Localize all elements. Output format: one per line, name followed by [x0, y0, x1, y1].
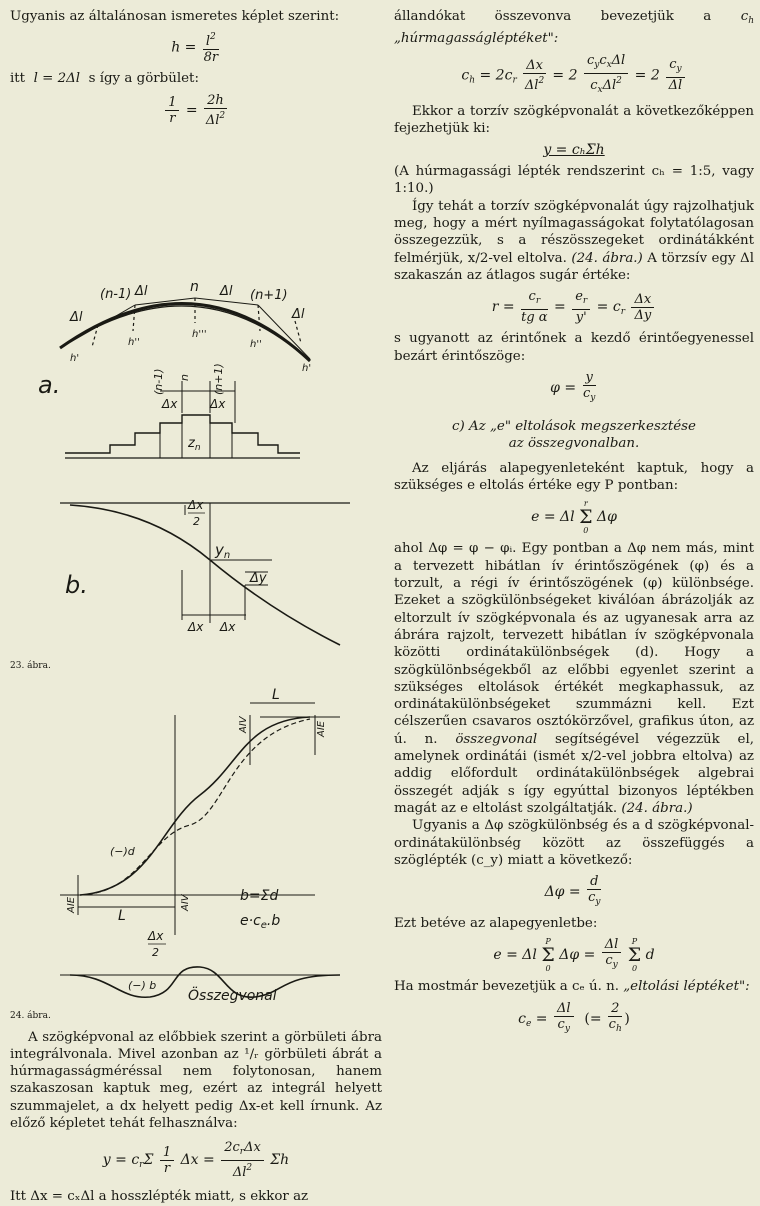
- b-dx-label: Δx: [188, 497, 204, 512]
- f24-minus-d: (−)d: [110, 844, 135, 858]
- caption-fig-23: 23. ábra.: [10, 660, 51, 671]
- formula-ce: $c_e$ = $\frac{\Delta l}{c_y}$ (= $\frac{2}{c_h}$ ): [518, 1000, 630, 1034]
- paragraph-allandok: állandókat összevonva bevezetjük a $c_h$ „húrmagasságléptéket":: [394, 9, 754, 47]
- right-column: [394, 8, 754, 1042]
- paragraph-ekkor: Ekkor a torzív szögképvonalát a következőképpen fejezhetjük ki:: [394, 103, 754, 136]
- formula-y-ch: y = cₕΣh: [543, 142, 605, 159]
- f24-aiv-top: AIV: [238, 715, 249, 733]
- formula-e-sum: e = Δl P Σ 0 Δφ = $\frac{\Delta l}{c_y}$ P Σ 0 d: [493, 937, 655, 974]
- step-zn: $z_n$: [188, 435, 201, 453]
- f24-aie-top: AIE: [316, 720, 327, 737]
- label-dl-4: Δl: [292, 306, 305, 322]
- arc-outer: [60, 303, 310, 360]
- paragraph-hosszlepetek: Itt Δx = cₓΔl a hosszlépték miatt, s ekkor az: [10, 1189, 309, 1205]
- f24-osszeg: Összegvonal: [188, 987, 277, 1004]
- formula-h: h = $\frac{l^2}{8r}$: [171, 32, 219, 66]
- paragraph-alapegyenlet: Az eljárás alapegyenleteként kaptuk, hogy a szükséges e eltolás értéke egy P pontban:: [394, 460, 754, 494]
- f24-dashed-curve: [80, 719, 310, 895]
- f24-aiv-bottom: AIV: [180, 893, 191, 911]
- arc-inner: [65, 306, 306, 358]
- paragraph-eltolasi: Ha mostmár bevezetjük a cₑ ú. n. „eltolási léptéket":: [394, 979, 750, 995]
- label-h2: h'': [128, 336, 140, 348]
- label-dl-2: Δl: [135, 283, 148, 299]
- formula-y-sum: $y = c_r\Sigma$ $\frac{1}{r}$ Δx = $\frac{2c_r\Delta x}{\Delta l^2}$ Σh: [102, 1140, 290, 1181]
- figure-24: [10, 675, 382, 1005]
- f24-L-top: L: [272, 686, 280, 703]
- section-heading: c) Az „e" eltolások megszerkesztése az összegvonalban.: [452, 418, 696, 451]
- formula-e-base: e = Δl r Σ 0 Δφ: [531, 499, 617, 536]
- b-yn: $y_n$: [215, 540, 231, 561]
- f24-eq2: $e\cdot c_e.b$: [240, 912, 281, 931]
- formula-phi: φ = $\frac{y}{c_y}$: [550, 369, 596, 403]
- label-h5: h': [302, 362, 312, 374]
- paragraph-intro: Ugyanis az általánosan ismeretes képlet szerint:: [10, 9, 340, 24]
- figure-part-b: b.: [65, 570, 88, 599]
- b-dx-1: Δx: [188, 619, 204, 634]
- step-dx-1: Δx: [162, 396, 178, 411]
- paragraph-ugyanis: Ugyanis a Δφ szögkülönbség és a d szögképvonal-ordinátakülönbség között az összefüggés a szöglépték (c_y) miatt a következő:: [394, 818, 754, 868]
- figure-23: [10, 133, 382, 493]
- label-n-plus-1: (n+1): [250, 287, 288, 303]
- f24-aie-bottom: AIE: [66, 896, 77, 913]
- f24-two: 2: [152, 945, 159, 959]
- f24-dx: Δx: [148, 928, 164, 943]
- b-curve: [70, 505, 340, 645]
- caption-fig-24: 24. ábra.: [10, 1010, 51, 1021]
- paragraph-hurmag-lepetek: (A húrmagassági lépték rendszerint cₕ = 1:5, vagy 1:10.): [394, 164, 754, 197]
- label-n-minus-1: (n-1): [100, 286, 132, 302]
- formula-radius: r = $\frac{c_r}{\text{tg α}}$ = $\frac{e_r}{y'}$ = $c_r$ $\frac{\Delta x}{\Delta y}$: [394, 289, 754, 325]
- step-label-n: n: [178, 373, 191, 381]
- label-h1: h': [70, 352, 80, 364]
- f24-solid-curve: [80, 717, 310, 895]
- label-n: n: [190, 278, 199, 295]
- figure-part-a: a.: [38, 370, 61, 399]
- step-label-n-minus-1: (n-1): [152, 368, 165, 395]
- figure-23b: [10, 485, 382, 655]
- paragraph-ezt-beteve: Ezt betéve az alapegyenletbe:: [394, 916, 598, 932]
- step-dx-2: Δx: [210, 396, 226, 411]
- f24-minus-b: (−) b: [128, 978, 157, 992]
- b-dx-2: Δx: [220, 619, 236, 634]
- paragraph-igy-tehat: Így tehát a torzív szögképvonalát úgy rajzolhatjuk meg, hogy a mért nyílmagasságokat folytatólagosan összegezzük, s a részösszegeket ordinátákként felmérjük, x/2-vel eltolva. (24. ábra.) A törzsív egy Δl szakaszán az átlagos sugár értéke:: [394, 198, 754, 283]
- label-h3: h''': [192, 328, 207, 340]
- label-h4: h'': [250, 338, 262, 350]
- b-two: 2: [193, 514, 200, 528]
- label-dl-1: Δl: [70, 309, 83, 325]
- paragraph-szogkepvonal: A szögképvonal az előbbiek szerint a görbületi ábra integrálvonala. Mivel azonban az ¹/ᵣ görbületi ábrát a húrmagasságméréssal nem folytonosan, hanem szakaszosan kaptuk meg, ezért az integrál helyett szummajelet, a dx helyett pedig Δx-et kell írnunk. Az előző képletet tehát felhasználva:: [10, 1029, 382, 1132]
- label-dl-3: Δl: [220, 283, 233, 299]
- formula-ch: $c_h = 2c_r$ $\frac{\Delta x}{\Delta l^2}$ = 2 $\frac{c_yc_x\Delta l}{c_x\Delta l^2}$ = 2 $\frac{c_y}{\Delta l}$: [394, 53, 754, 98]
- paragraph-erintoszog: s ugyanott az érintőnek a kezdő érintőegyenessel bezárt érintőszöge:: [394, 331, 754, 364]
- paragraph-ahol: ahol Δφ = φ − φᵢ. Egy pontban a Δφ nem más, mint a tervezett hibátlan ív érintőszögének (φ) és a torzult, a régi ív érintőszögének (φ) különbsége. Ezeket a szögkülönbségeket kiválóan ábrázolják az eltorzult ív szögképvonala és az ugyanesak arra az ábrára rajzolt, tervezett hibátlan ív szögképvonala közötti ordinátakülönbségek (d). Hogy a szögkülönbségekből az előbbi egyenlet szerint a szükséges eltolások értékét megkaphassuk, az ordinátakülönbségeket szummázni kell. Ezt célszerűen csavaros osztókörzővel, grafikus úton, az ú. n. összegvonal segítségével végezzük el, amelynek ordinátái (ismét x/2-vel jobbra eltolva) az addig előfordult ordinátakülönbségek algebrai összegét adják s így egyúttal bizonyos léptékben magát az e eltolást szolgáltatják. (24. ábra.): [394, 541, 754, 816]
- step-label-n-plus-1: (n+1): [212, 362, 225, 395]
- b-dy: Δy: [250, 570, 267, 586]
- formula-dphi: Δφ = $\frac{d}{c_y}$: [544, 874, 601, 908]
- formula-curvature: $\frac{1}{r}$ = $\frac{2h}{\Delta l^2}$: [10, 93, 382, 128]
- f24-eq1: b=Σd: [240, 887, 279, 904]
- chord-lines: [62, 298, 310, 359]
- left-column: [10, 8, 382, 1206]
- f24-L-bottom: L: [118, 907, 126, 924]
- paragraph-l-def: itt l = 2Δl s így a görbület:: [10, 71, 199, 87]
